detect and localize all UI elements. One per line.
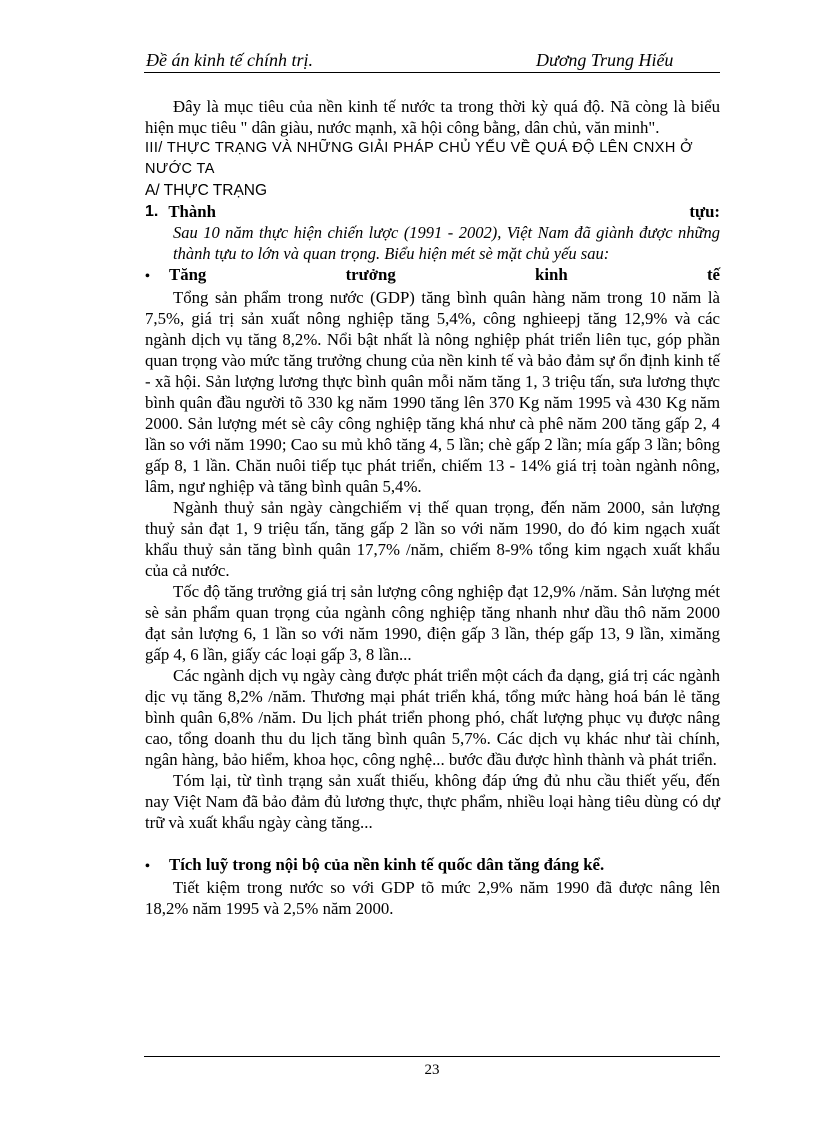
- paragraph-savings: Tiết kiệm trong nước so với GDP tõ mức 2,9% năm 1990 đã được nâng lên 18,2% năm 1995 và 2,5% năm 2000.: [145, 878, 720, 918]
- paragraph-gdp: Tổng sản phẩm trong nước (GDP) tăng bình quân hàng năm trong 10 năm là 7,5%, giá trị sản xuất nông nghiệp tăng 5,4%, công nghieepj tăng 12,9% và các ngành dịch vụ tăng 8,2%. Nổi bật nhất là nông nghiệp phát triển liên tục, góp phần quan trọng vào mức tăng trưởng chung của nền kinh tế và bảo đảm sự ổn định kinh tế - xã hội. Sản lượng lương thực bình quân mỗi năm tăng 1, 3 triệu tấn, sưa lương thực bình quân đầu người tõ 330 kg năm 1990 tăng lên 370 Kg năm 1995 và 430 Kg năm 2000. Sản lượng mét sè cây công nghiệp tăng khá như cà phê năm 200 tăng gấp 2, 4 lần so với năm 1990; Cao su mủ khô tăng 4, 5 lần; chè gấp 2 lần; mía gấp 3 lần; bông gấp 8, 1 lần. Chăn nuôi tiếp tục phát triển, chiếm 13 - 14% giá trị toàn ngành nông, lâm, ngư nghiệp và tăng bình quân 5,4%.: [145, 288, 720, 496]
- page-footer: [144, 1056, 720, 1078]
- bullet-icon: •: [145, 269, 150, 284]
- bullet-economic-growth: [145, 264, 720, 287]
- section-a-heading: A/ THỰC TRẠNG: [145, 182, 268, 199]
- bullet-1-word-1: Tăng: [169, 265, 207, 284]
- item-1-word-2: tựu:: [689, 202, 720, 221]
- bullet-1-word-4: tế: [706, 265, 720, 284]
- page-number: 23: [424, 1062, 440, 1078]
- bullet-1-word-2: trưởng: [345, 265, 396, 284]
- bullet-icon: •: [145, 859, 150, 874]
- bullet-2-text: Tích luỹ trong nội bộ của nền kinh tế quốc dân tăng đáng kể.: [169, 855, 605, 874]
- bullet-1-word-3: kinh: [535, 265, 568, 284]
- bullet-accumulation: [145, 854, 720, 877]
- page-header: [144, 52, 720, 73]
- item-1-description: Sau 10 năm thực hiện chiến lược (1991 - 2002), Việt Nam đã giành được những thành tựu to lớn và quan trọng. Biểu hiện mét sè mặt chủ yếu sau:: [173, 223, 720, 263]
- section-3-heading: III/ THỰC TRẠNG VÀ NHỮNG GIẢI PHÁP CHỦ YẾU VỀ QUÁ ĐỘ LÊN CNXH Ở NƯỚC TA: [145, 140, 693, 177]
- header-author: Dương Trung Hiếu: [536, 50, 674, 70]
- item-1-number: 1.: [145, 203, 159, 220]
- paragraph-services: Các ngành dịch vụ ngày càng được phát triển một cách đa dạng, giá trị các ngành dịc vụ tăng 8,2% /năm. Thương mại phát triển khá, tổng mức hàng hoá bán lẻ tăng bình quân 6,8% /năm. Du lịch phát triển phong phó, chất lượng phục vụ được nâng cao, tổng doanh thu du lịch tăng bình quân 5,7%. Các dịch vụ khác như tài chính, ngân hàng, bảo hiểm, khoa học, công nghệ... bước đầu được hình thành và phát triển.: [145, 666, 720, 769]
- paragraph-industry: Tốc độ tăng trưởng giá trị sản lượng công nghiệp đạt 12,9% /năm. Sản lượng mét sè sản phẩm quan trọng của ngành công nghiệp tăng nhanh như dầu thô năm 2000 đạt sản lượng 6, 1 lần so với năm 1990, điện gấp 3 lần, thép gấp 13, 9 lần, ximăng gấp 4, 6 lần, giấy các loại gấp 3, 8 lần...: [145, 582, 720, 664]
- paragraph-fisheries: Ngành thuỷ sản ngày càngchiếm vị thế quan trọng, đến năm 2000, sản lượng thuỷ sản đạt 1, 9 triệu tấn, tăng gấp 2 lần so với năm 1990, do đó kim ngạch xuất khẩu thuỷ sản tăng bình quân 17,7% /năm, chiếm 8-9% tổng kim ngạch xuất khẩu của cả nước.: [145, 498, 720, 580]
- paragraph-summary: Tóm lại, từ tình trạng sản xuất thiếu, không đáp ứng đủ nhu cầu thiết yếu, đến nay Việt Nam đã bảo đảm đủ lương thực, thực phẩm, nhiều loại hàng tiêu dùng có dự trữ và xuất khẩu ngày càng tăng...: [145, 771, 720, 832]
- page-body: [145, 96, 720, 919]
- header-document-title: Đề án kinh tế chính trị.: [146, 50, 313, 70]
- spacer: [145, 833, 720, 854]
- item-1-word-1: Thành: [168, 202, 216, 221]
- intro-paragraph: Đây là mục tiêu của nền kinh tế nước ta trong thời kỳ quá độ. Nã còng là biểu hiện mục tiêu " dân giàu, nước mạnh, xã hội công bằng, dân chủ, văn minh".: [145, 97, 720, 137]
- item-1-heading: [145, 201, 720, 222]
